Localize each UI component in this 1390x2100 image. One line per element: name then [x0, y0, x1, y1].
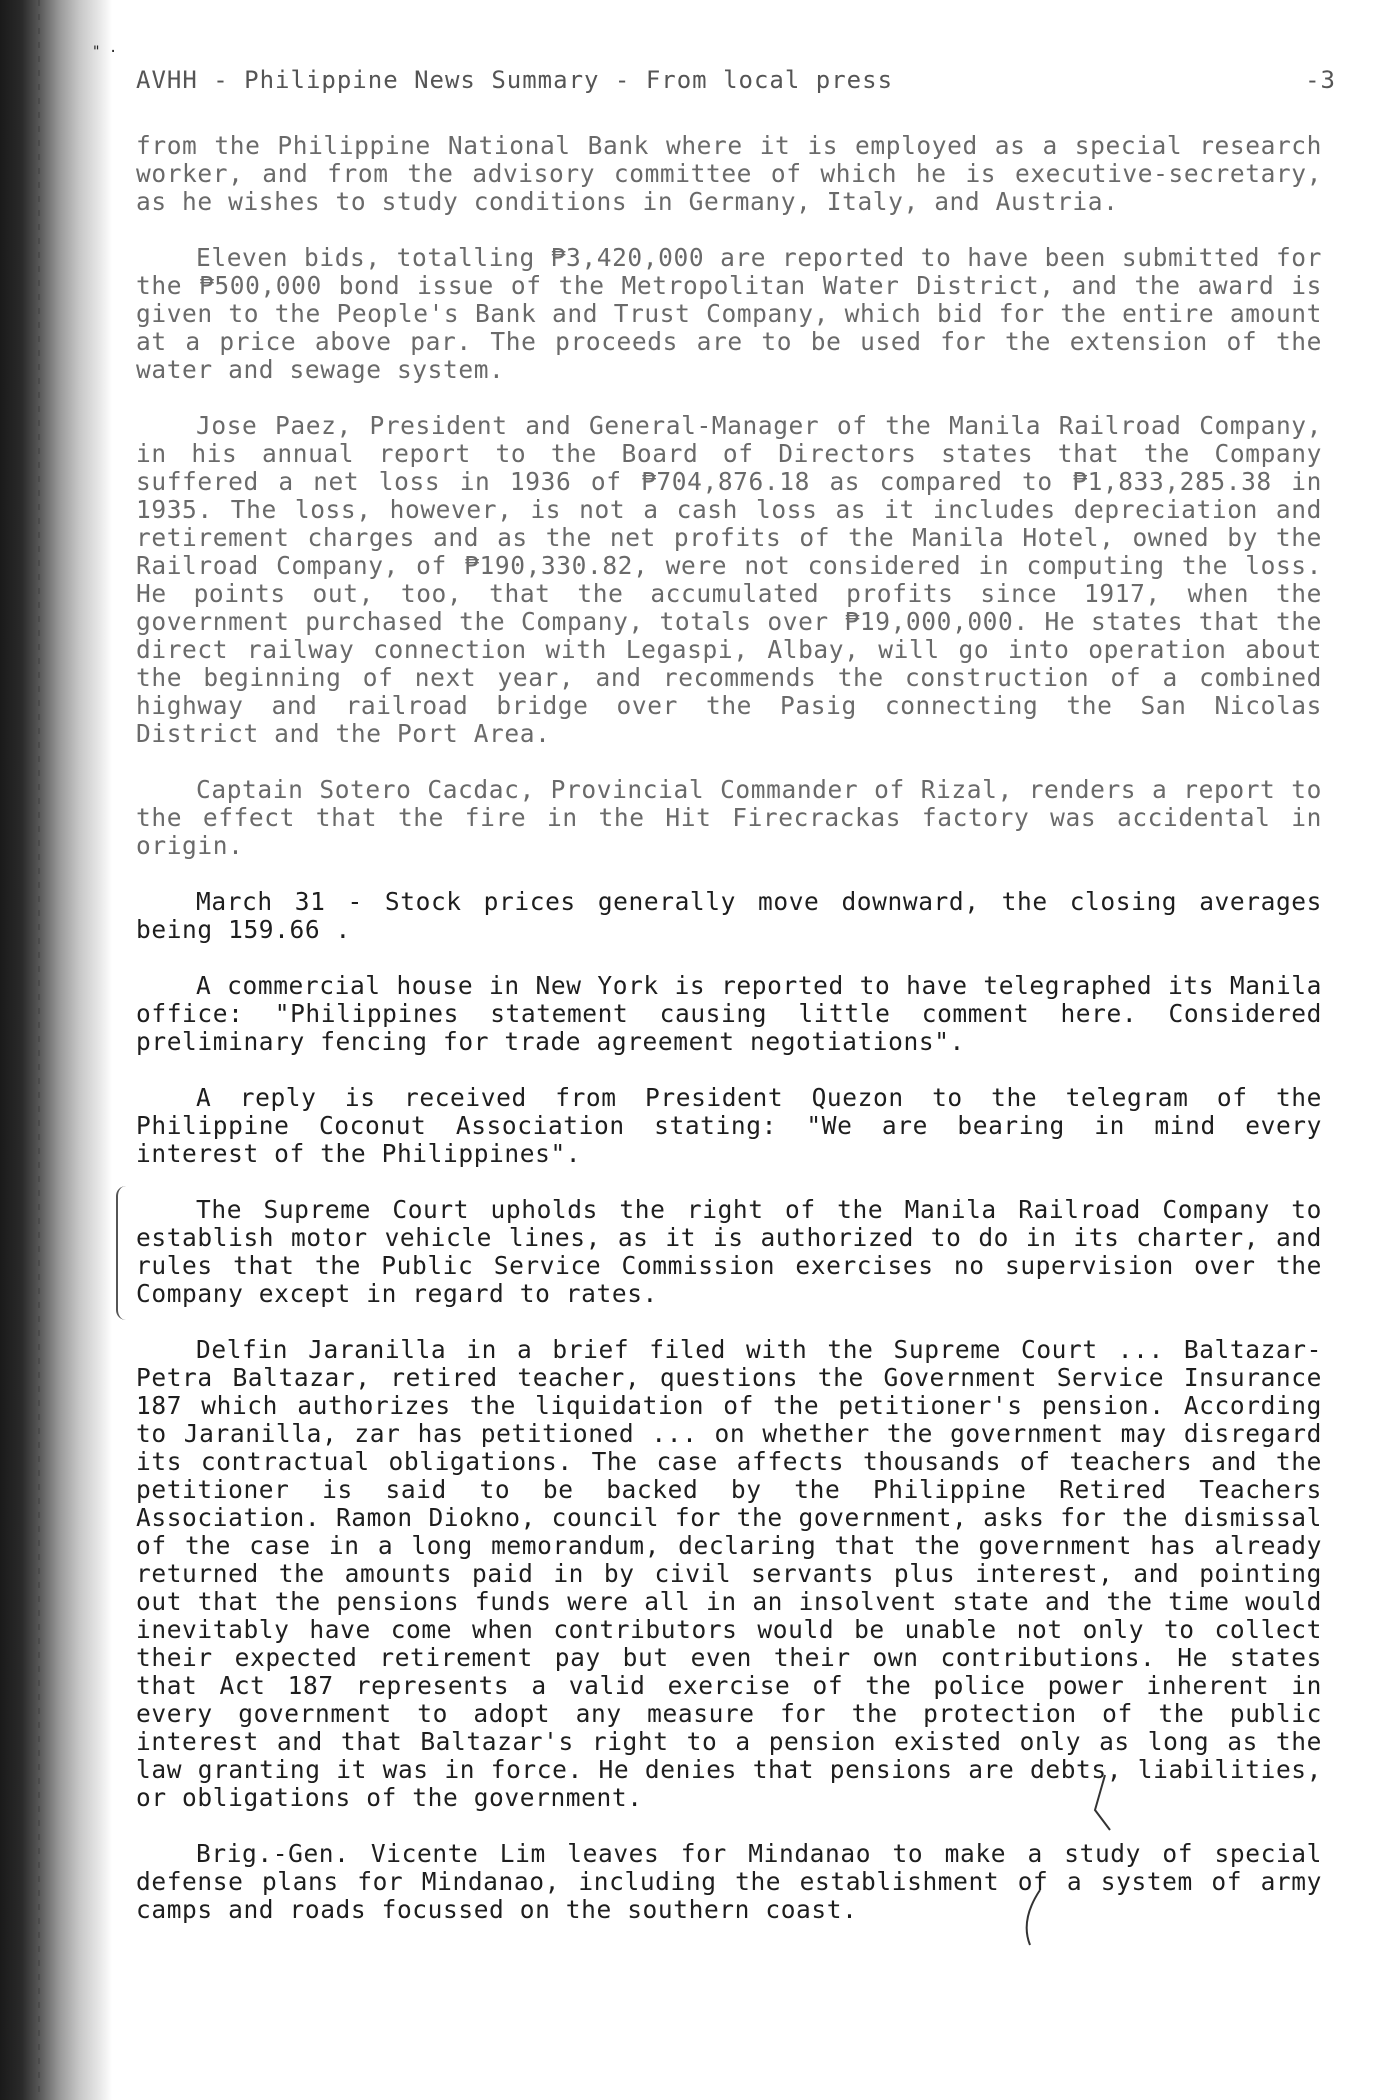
- paragraph-5: March 31 - Stock prices generally move downward, the closing averages being 159.66 .: [136, 887, 1322, 944]
- paragraph-2: Eleven bids, totalling ₱3,420,000 are reported to have been submitted for the ₱500,000 bond issue of the Metropolitan Water District, and the award is given to the People's Bank and Trust Company, which bid for the entire amount at a price above par. The proceeds are to be used for the extension of the water and sewage system.: [136, 243, 1322, 384]
- paragraph-4: Captain Sotero Cacdac, Provincial Commander of Rizal, renders a report to the effect that the fire in the Hit Firecrackas factory was accidental in origin.: [136, 775, 1322, 860]
- paragraph-3: Jose Paez, President and General-Manager of the Manila Railroad Company, in his annual report to the Board of Directors states that the Company suffered a net loss in 1936 of ₱704,876.18 as compared to ₱1,833,285.38 in 1935. The loss, however, is not a cash loss as it includes depreciation and retirement charges and as the net profits of the Manila Hotel, owned by the Railroad Company, of ₱190,330.82, were not considered in computing the loss. He points out, too, that the accumulated profits since 1917, when the government purchased the Company, totals over ₱19,000,000. He states that the direct railway connection with Legaspi, Albay, will go into operation about the beginning of next year, and recommends the construction of a combined highway and railroad bridge over the Pasig connecting the San Nicolas District and the Port Area.: [136, 411, 1322, 748]
- corner-mark: " ·: [92, 44, 118, 60]
- paragraph-8: The Supreme Court upholds the right of the Manila Railroad Company to establish motor vehicle lines, as it is authorized to do in its charter, and rules that the Public Service Commission exercises no supervision over the Company except in regard to rates.: [136, 1195, 1322, 1308]
- header-title: AVHH - Philippine News Summary - From local press: [136, 66, 894, 94]
- page-number: -3: [1305, 66, 1336, 94]
- paragraph-9: Delfin Jaranilla in a brief filed with the Supreme Court ... Baltazar-Petra Baltazar, retired teacher, questions the Government Service Insurance 187 which authorizes the liquidation of the petitioner's pension. According to Jaranilla, zar has petitioned ... on whether the government may disregard its contractual obligations. The case affects thousands of teachers and the petitioner is said to be backed by the Philippine Retired Teachers Association. Ramon Diokno, council for the government, asks for the dismissal of the case in a long memorandum, declaring that the government has already returned the amounts paid in by civil servants plus interest, and pointing out that the pensions funds were all in an insolvent state and the time would inevitably have come when contributors would be unable not only to collect their expected retirement pay but even their own contributions. He states that Act 187 represents a valid exercise of the police power inherent in every government to adopt any measure for the protection of the public interest and that Baltazar's right to a pension existed only as long as the law granting it was in force. He denies that pensions are debts, liabilities, or obligations of the government.: [136, 1335, 1322, 1812]
- document-body: [136, 132, 1322, 1952]
- page-header: [136, 66, 1336, 94]
- pen-mark: [1000, 1770, 1120, 1950]
- paragraph-1: from the Philippine National Bank where it is employed as a special research worker, and from the advisory committee of which he is executive-secretary, as he wishes to study conditions in Germany, Italy, and Austria.: [136, 131, 1322, 216]
- binding-edge: [0, 0, 112, 2100]
- margin-bracket: [116, 1186, 132, 1320]
- paragraph-10: Brig.-Gen. Vicente Lim leaves for Mindanao to make a study of special defense plans for Mindanao, including the establishment of a system of army camps and roads focussed on the southern coast.: [136, 1839, 1322, 1924]
- paragraph-6: A commercial house in New York is reported to have telegraphed its Manila office: "Philippines statement causing little comment here. Considered preliminary fencing for trade agreement negotiations".: [136, 971, 1322, 1056]
- paragraph-7: A reply is received from President Quezon to the telegram of the Philippine Coconut Association stating: "We are bearing in mind every interest of the Philippines".: [136, 1083, 1322, 1168]
